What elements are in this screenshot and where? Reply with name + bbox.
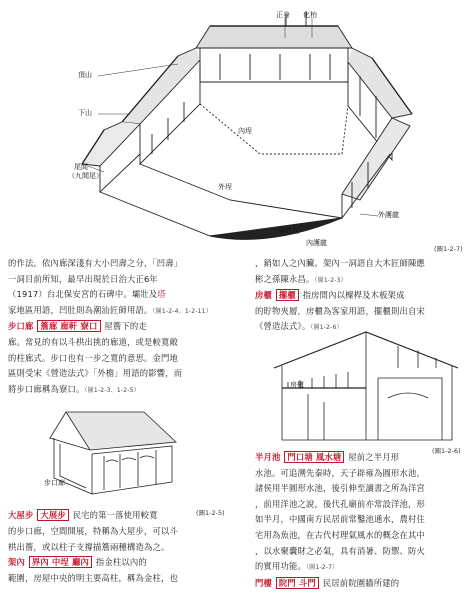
entry-text: 水池。可追溯先秦時，天子辟雍為圓形水池， <box>255 467 425 478</box>
entry-text: 民居前院圍牆所建的 <box>322 577 400 588</box>
entry-text: 《營造法式》。 <box>255 321 311 332</box>
entry-ref: （圖1-2-3、1-2-5） <box>84 386 140 394</box>
label-neihulong: 內護龍 <box>306 239 327 247</box>
label-dingshan: 頂山 <box>78 71 92 79</box>
entry-bukoulang <box>8 319 226 398</box>
entry-banyuechi <box>255 450 467 576</box>
entry-text: 的步口廊，空間開展，特稱為大屋步，可以斗 <box>8 525 178 536</box>
label-neicheng: 內埕 <box>238 127 252 135</box>
entry-text: 彬之孫陳永昌。 <box>255 273 315 284</box>
entry-text: ，以水聚囊財之必氣，具有消暑、防禦、防火 <box>255 545 425 556</box>
entry-alt-names: 界內 中埕 廳內 <box>29 556 92 568</box>
figure-caption-top: (圖1-2-7) <box>434 245 463 253</box>
label-weilong: 尾間 <box>74 163 88 171</box>
entry-menlou <box>255 576 467 592</box>
label-zhengshen: 正身 <box>276 11 290 19</box>
intro-highlight: 塔 <box>157 289 166 300</box>
entry-text: 屋簷下的走 <box>104 321 147 332</box>
entry-text: 範圍，房屋中央的明主要高柱，稱為金柱，也 <box>8 572 178 583</box>
figure-label-bukoulang: 步口廊 <box>44 479 65 487</box>
entry-term: 步口廊 <box>8 321 34 332</box>
entry-alt-names: 院門 斗門 <box>276 577 319 589</box>
entry-term: 房櫃 <box>255 290 272 301</box>
entry-term: 門樓 <box>255 577 272 588</box>
entry-ref: （圖1-2-7） <box>305 564 339 572</box>
intro-line: 家地區用語，凹肚則為潮汕匠師用語。 <box>8 304 153 315</box>
entry-text: 的實用功能。 <box>255 561 306 572</box>
entry-text: ，前用洋池之說，後代孔廟前亦常設洋池，形 <box>255 498 425 509</box>
entry-term: 架內 <box>8 557 25 568</box>
intro-line: （1917）台北保安宮的石碑中。壩壯及 <box>8 289 158 300</box>
intro-paragraph <box>8 256 226 319</box>
entry-jianei <box>8 555 226 586</box>
entry-text: 指金柱以內的 <box>95 557 147 568</box>
figure-caption-bukoulang: (圖1-2-5) <box>196 509 225 517</box>
entry-text: 的貯物夾層，房櫃為客家用語，擺櫃則出自宋 <box>255 305 425 316</box>
label-huatai: 化枱 <box>303 11 317 19</box>
entry-alt-names: 大展步 <box>37 509 69 521</box>
entry-text: 的柱廊式。步口也有一步之寬的意思。金門地 <box>8 352 178 363</box>
entry-ref: （圖1-2-6） <box>310 324 343 332</box>
entry-text: 將步口廊稱為寮口。 <box>8 383 85 394</box>
entry-text: 指房間內以檁桿及木板架成 <box>302 290 405 301</box>
entry-text: 栱出簷，或以柱子支撐描簷兩種構造為之。 <box>8 541 170 552</box>
entry-text: ，銷如人之內臟。架內一詞語自大木匠師陳應 <box>255 258 425 268</box>
entry-alt-names: 門口塘 風水塘 <box>284 451 344 463</box>
entry-ref: （圖1-2-3） <box>314 276 347 284</box>
entry-text: 諸侯用半圓形水池，後引伸至讀書之所為洋宮 <box>255 483 425 494</box>
label-banyuechi: 半月池 <box>278 227 299 235</box>
entry-text: 宅用為魚池，在古代村理氣風水的概念在其中 <box>255 529 425 540</box>
bukoulang-illustration <box>36 404 196 504</box>
intro-ref: （圖1-2-4、1-2-11） <box>152 307 212 315</box>
intro-line: 一詞目前所知，最早出現於日治大正6年 <box>8 273 158 284</box>
figure-label-fanggui: 房櫃 <box>290 381 304 389</box>
figure-caption-fanggui: (圖1-2-6) <box>432 447 461 455</box>
label-waicheng: 外埕 <box>218 183 232 191</box>
entry-term: 半月池 <box>255 451 281 462</box>
entry-text: 屋前之半月形 <box>348 451 400 462</box>
entry-alt-names: 簷廊 廊軒 寮口 <box>37 320 100 332</box>
entry-alt-names: 擺櫃 <box>276 289 299 301</box>
label-xiashan: 下山 <box>78 109 92 117</box>
label-weilong-sub: （九間尾） <box>68 172 103 180</box>
label-waihulong: 外護龍 <box>378 211 399 219</box>
entry-text: 如半月，中國南方民居前常鑿池通水，農村住 <box>255 514 425 525</box>
entry-dawubu <box>8 508 226 555</box>
entry-term: 大屋步 <box>8 510 34 521</box>
intro-line: 的作法，依內廊深淺有大小凹壽之分，「凹壽」 <box>8 258 183 268</box>
entry-text: 區則受宋《營造法式》「外檐」用語的影響，而 <box>8 368 183 379</box>
entry-text: 廊。常見的有以斗栱出挑的廊道，或是較寬敞 <box>8 336 178 347</box>
continuation-paragraph <box>255 256 467 288</box>
entry-text: 民宅的第一落使用較寬 <box>72 510 158 521</box>
